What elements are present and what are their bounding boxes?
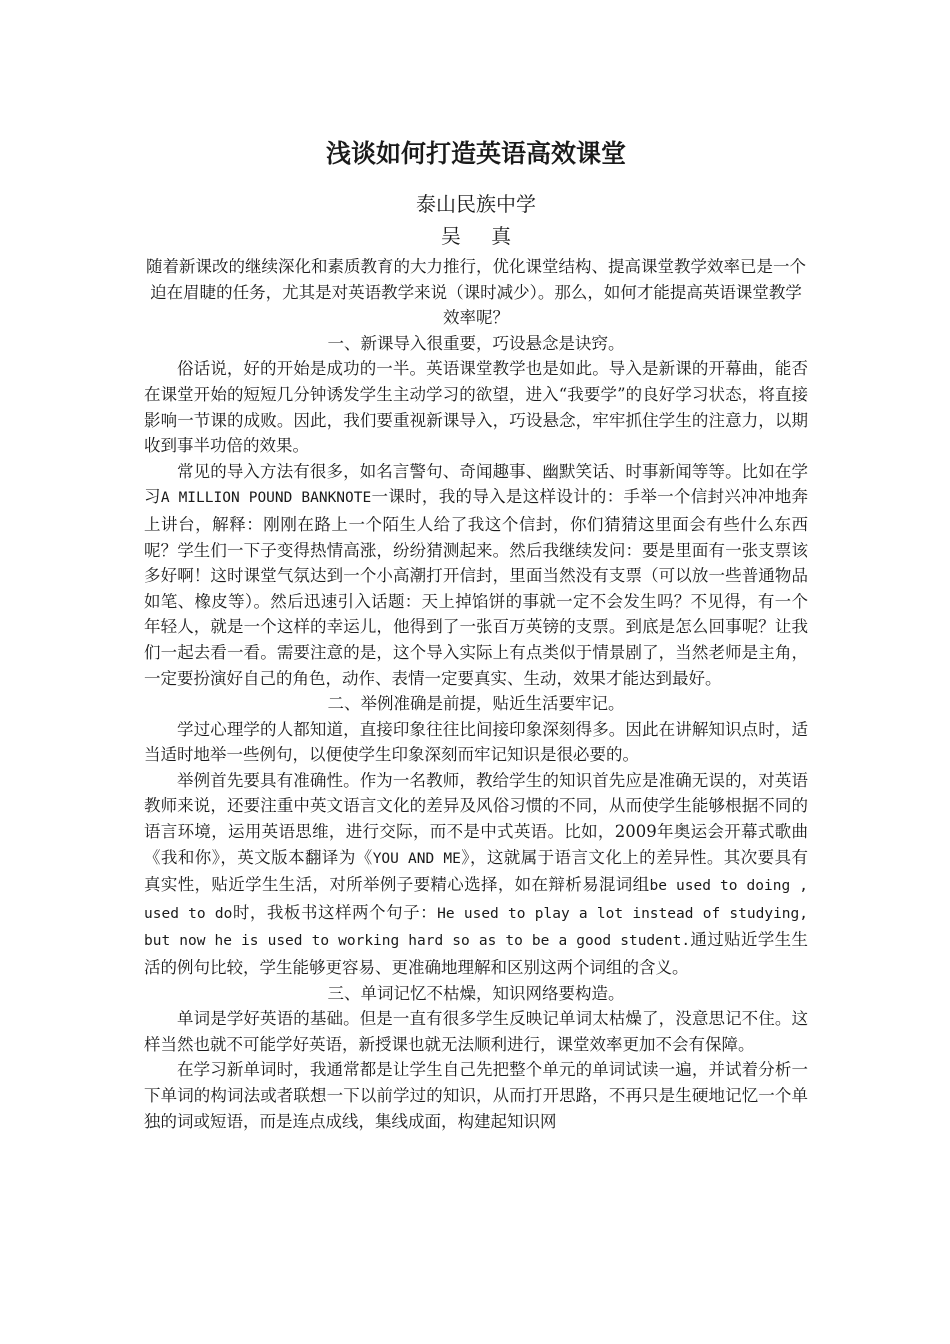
document-page (144, 128, 808, 1134)
author-name: 吴 真 (440, 224, 524, 248)
body-paragraph: 俗话说，好的开始是成功的一半。英语课堂教学也是如此。导入是新课的开幕曲，能否在课堂开始的短短几分钟诱发学生主动学习的欲望，进入“我要学”的良好学习状态，将直接影响一节课的成败。因此，我们要重视新课导入，巧设悬念，牢牢抓住学生的注意力，以期收到事半功倍的效果。 (144, 359, 808, 456)
intro-paragraph: 随着新课改的继续深化和素质教育的大力推行，优化课堂结构、提高课堂教学效率已是一个迫在眉睫的任务，尤其是对英语教学来说（课时减少）。那么，如何才能提高英语课堂教学效率呢？ (146, 257, 806, 328)
english-phrase: be used to doing , used to do (144, 878, 808, 922)
section-heading-1: 一、新课导入很重要，巧设悬念是诀窍。 (327, 333, 625, 353)
body-paragraph: 学过心理学的人都知道，直接印象往往比间接印象深刻得多。因此在讲解知识点时，适当适时地举一些例句，以便使学生印象深刻而牢记知识是很必要的。 (144, 719, 808, 765)
school-name: 泰山民族中学 (416, 192, 536, 216)
paragraph-text: 》，这就属于语言文化上的差异性。其次要具有真实性，贴近学生生活，对所举例子要精心选择，如在辩析易混词组 (144, 847, 808, 895)
section-heading-2: 二、举例准确是前提，贴近生活要牢记。 (327, 694, 625, 714)
section-heading-3: 三、单词记忆不枯燥，知识网络要构造。 (327, 983, 625, 1003)
english-title: A MILLION POUND BANKNOTE (160, 490, 372, 507)
paragraph-text: 举例首先要具有准确性。作为一名教师，教给学生的知识首先应是准确无误的，对英语教师来说，还要注重中英文语言文化的差异及风俗习惯的不同，从而使学生能够根据不同的语言环境，运用英语思维，进行交际，而不是中式英语。比如，2009年奥运会开幕式歌曲《我和你》，英文版本翻译为《 (144, 770, 808, 867)
english-sentence: He used to play a lot instead of studying, but now he is used to working hard so as to be a good student. (144, 905, 808, 950)
document-title: 浅谈如何打造英语高效课堂 (325, 139, 626, 168)
english-phrase: YOU AND ME (372, 850, 461, 867)
paragraph-text: 一课时，我的导入是这样设计的：手举一个信封兴冲冲地奔上讲台，解释：刚刚在路上一个陌生人给了我这个信封，你们猜猜这里面会有些什么东西呢？学生们一下子变得热情高涨，纷纷猜测起来。然后我继续发问：要是里面有一张支票该多好啊！这时课堂气氛达到一个小高潮打开信封，里面当然没有支票（可以放一些普通物品如笔、橡皮等）。然后迅速引入话题：天上掉馅饼的事就一定不会发生吗？不见得，有一个年轻人，就是一个这样的幸运儿，他得到了一张百万英镑的支票。到底是怎么回事呢？让我们一起去看一看。需要注意的是，这个导入实际上有点类似于情景剧了，当然老师是主角，一定要扮演好自己的角色，动作、表情一定要真实、生动，效果才能达到最好。 (144, 487, 809, 688)
body-paragraph (144, 768, 808, 981)
paragraph-text: 通过贴近学生生活的例句比较，学生能够更容易、更准确地理解和区别这两个词组的含义。 (144, 930, 808, 978)
paragraph-text: 时，我板书这样两个句子： (232, 902, 438, 922)
body-paragraph (144, 459, 808, 691)
body-paragraph: 单词是学好英语的基础。但是一直有很多学生反映记单词太枯燥了，没意思记不住。这样当然也就不可能学好英语，新授课也就无法顺利进行，课堂效率更加不会有保障。 (144, 1009, 808, 1054)
body-paragraph: 在学习新单词时，我通常都是让学生自己先把整个单元的单词试读一遍，并试着分析一下单词的构词法或者联想一下以前学过的知识，从而打开思路，不再只是生硬地记忆一个单独的词或短语，而是连点成线，集线成面，构建起知识网 (144, 1060, 808, 1131)
paragraph-text: 常见的导入方法有很多，如名言警句、奇闻趣事、幽默笑话、时事新闻等等。比如在学习 (144, 461, 808, 507)
